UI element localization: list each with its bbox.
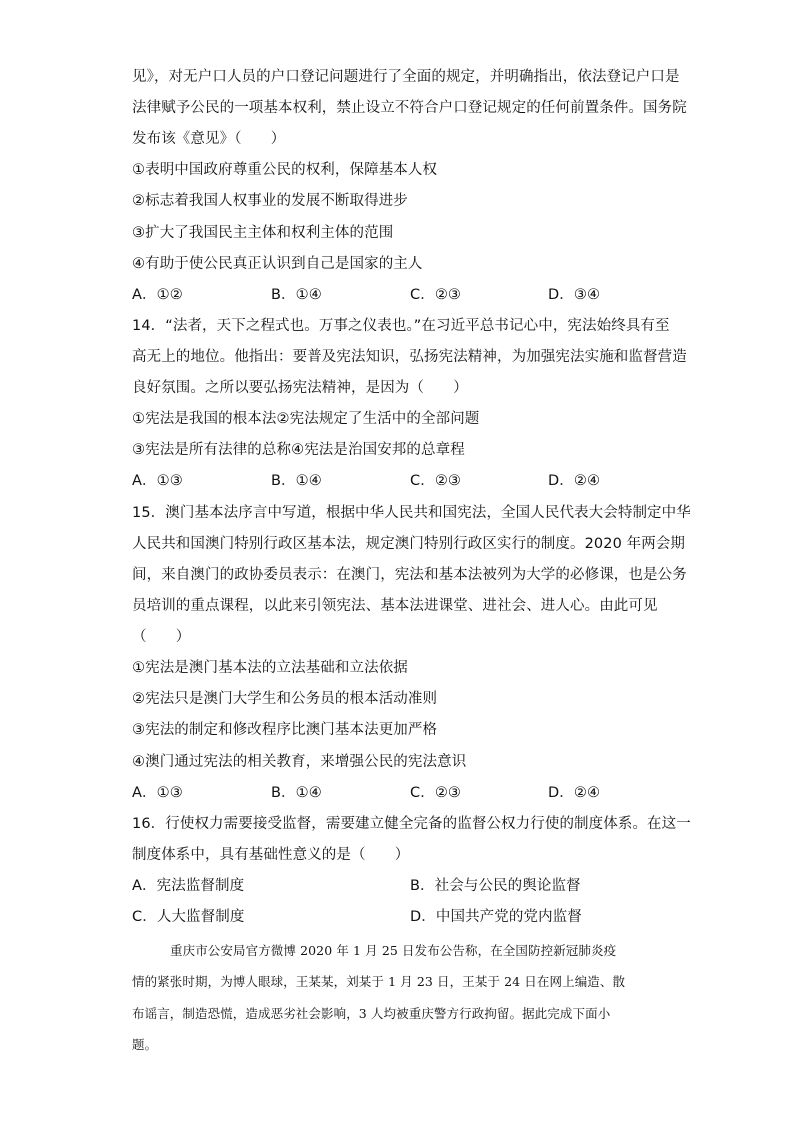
statement-line: ②宪法只是澳门大学生和公务员的根本活动准则 [132, 691, 438, 707]
question-text-line: （ ） [132, 629, 191, 645]
option-c[interactable]: C．②③ [410, 287, 462, 303]
option-d[interactable]: D．③④ [548, 287, 601, 303]
statement-line: ④澳门通过宪法的相关教育，来增强公民的宪法意识 [132, 754, 467, 770]
question-text-line: 高无上的地位。他指出：要普及宪法知识，弘扬宪法精神，为加强宪法实施和监督营造 [132, 349, 687, 365]
answer-options [132, 783, 672, 803]
option-b[interactable]: B．社会与公民的舆论监督 [410, 878, 581, 894]
question-text-line: 制度体系中，具有基础性意义的是（ ） [132, 847, 410, 863]
material-text-line: 重庆市公安局官方微博 2020 年 1 月 25 日发布公告称，在全国防控新冠肺炎疫 [170, 943, 617, 958]
option-c[interactable]: C．②③ [410, 785, 462, 801]
statement-line: ①宪法是澳门基本法的立法基础和立法依据 [132, 660, 408, 676]
option-b[interactable]: B．①④ [271, 473, 322, 489]
statement-line: ③扩大了我国民主主体和权利主体的范围 [132, 225, 394, 241]
question-text-line: 见》，对无户口人员的户口登记问题进行了全面的规定，并明确指出，依法登记户口是 [132, 69, 680, 85]
option-b[interactable]: B．①④ [271, 287, 322, 303]
answer-options [132, 285, 672, 305]
question-text-line: 员培训的重点课程，以此来引领宪法、基本法进课堂、进社会、进人心。由此可见 [132, 598, 658, 614]
option-a[interactable]: A．①③ [132, 785, 183, 801]
statement-line: ③宪法是所有法律的总称④宪法是治国安邦的总章程 [132, 442, 465, 458]
statement-line: ①宪法是我国的根本法②宪法规定了生活中的全部问题 [132, 411, 480, 427]
statement-line: ①表明中国政府尊重公民的权利，保障基本人权 [132, 162, 438, 178]
question-text-line: 法律赋予公民的一项基本权利，禁止设立不符合户口登记规定的任何前置条件。国务院 [132, 100, 687, 116]
option-a[interactable]: A．①② [132, 287, 183, 303]
answer-options [132, 876, 672, 896]
question-text-line: 人民共和国澳门特别行政区基本法，规定澳门特别行政区实行的制度。2020 年两会期 [132, 536, 686, 552]
option-d[interactable]: D．②④ [548, 785, 601, 801]
option-b[interactable]: B．①④ [271, 785, 322, 801]
question-text-line: 14．“法者，天下之程式也。万事之仪表也。”在习近平总书记心中，宪法始终具有至 [132, 318, 670, 334]
option-d[interactable]: D．②④ [548, 473, 601, 489]
option-c[interactable]: C．人大监督制度 [132, 909, 245, 925]
option-c[interactable]: C．②③ [410, 473, 462, 489]
question-text-line: 良好氛围。之所以要弘扬宪法精神，是因为（ ） [132, 380, 468, 396]
material-text-line: 情的紧张时期，为博人眼球，王某某，刘某于 1 月 23 日，王某于 24 日在网上编造、散 [132, 974, 626, 989]
material-text-line: 布谣言，制造恐慌，造成恶劣社会影响，3 人均被重庆警方行政拘留。据此完成下面小 [132, 1006, 611, 1021]
question-text-line: 间，来自澳门的政协委员表示：在澳门，宪法和基本法被列为大学的必修课，也是公务 [132, 567, 687, 583]
material-text-line: 题。 [132, 1037, 158, 1052]
question-text-line: 15．澳门基本法序言中写道，根据中华人民共和国宪法，全国人民代表大会特制定中华 [132, 505, 691, 521]
question-text-line: 发布该《意见》（ ） [132, 131, 286, 147]
option-a[interactable]: A．宪法监督制度 [132, 878, 245, 894]
option-d[interactable]: D．中国共产党的党内监督 [410, 909, 582, 925]
statement-line: ④有助于使公民真正认识到自己是国家的主人 [132, 256, 423, 272]
answer-options [132, 471, 672, 491]
question-text-line: 16．行使权力需要接受监督，需要建立健全完备的监督公权力行使的制度体系。在这一 [132, 816, 691, 832]
statement-line: ③宪法的制定和修改程序比澳门基本法更加严格 [132, 722, 438, 738]
option-a[interactable]: A．①③ [132, 473, 183, 489]
statement-line: ②标志着我国人权事业的发展不断取得进步 [132, 193, 408, 209]
answer-options [132, 907, 672, 927]
